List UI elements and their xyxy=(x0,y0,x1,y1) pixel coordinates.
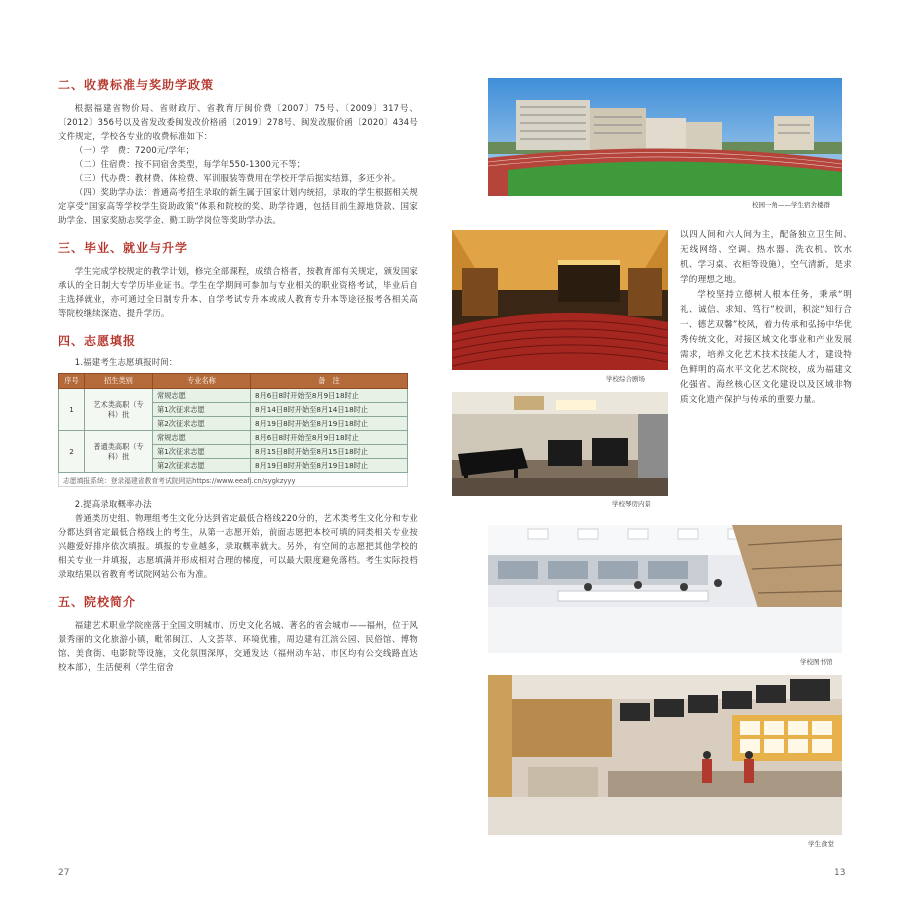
table-cell-note: 8月6日8时开始至8月9日18时止 xyxy=(251,431,408,445)
canteen-illustration xyxy=(488,675,842,835)
table-cell-name: 第1次征求志愿 xyxy=(153,403,251,417)
application-sub-2: 2.提高录取概率办法 xyxy=(74,499,152,509)
section-heading-college: 五、院校简介 xyxy=(58,595,137,609)
caption-theater: 学校综合剧场 xyxy=(606,375,645,383)
left-column xyxy=(58,62,418,674)
fees-item-agency: （三）代办费：教材费、体检费、军训服装等费用在学校开学后据实结算，多还少补。 xyxy=(74,173,401,183)
page-number-left: 27 xyxy=(58,868,70,878)
page-number-right: 13 xyxy=(834,868,846,878)
application-sub-1: 1.福建考生志愿填报时间： xyxy=(74,357,178,367)
section-heading-fees: 二、收费标准与奖助学政策 xyxy=(58,78,215,92)
table-row xyxy=(59,389,408,403)
table-cell-name: 第2次征求志愿 xyxy=(153,459,251,473)
fees-intro: 根据福建省物价局、省财政厅、省教育厅闽价费〔2007〕75号、〔2009〕317号、〔2012〕356号以及省发改委闽发改价格函〔2019〕278号、闽发改服价函〔2020〕434号文件规定，学校各专业的收费标准如下： xyxy=(58,103,418,141)
campus-illustration xyxy=(488,78,842,196)
fees-item-accommodation: （二）住宿费：按不同宿舍类型，每学年550-1300元不等； xyxy=(74,159,306,169)
table-footer-row xyxy=(59,473,408,487)
mission-paragraph: 学校坚持立德树人根本任务，秉承“明礼、诚信、求知、笃行”校训，积淀“知行合一、德艺双馨”校风，着力传承和弘扬中华优秀传统文化，对接区域文化事业和产业发展需求，培养文化艺术技术技能人才，建设特色鲜明的高水平文化艺术院校，成为福建文化强省、海丝核心区文化建设以及区域非物质文化遗产保护与传承的重要力量。 xyxy=(680,290,852,405)
table-cell-note: 8月15日8时开始至8月15日18时止 xyxy=(251,445,408,459)
table-cell-category: 艺术类高职（专科）批 xyxy=(85,389,153,431)
caption-piano: 学校琴房内景 xyxy=(612,500,651,508)
table-cell-category: 普通类高职（专科）批 xyxy=(85,431,153,473)
table-row xyxy=(59,431,408,445)
table-header-category: 招生类别 xyxy=(85,374,153,389)
table-cell-no: 1 xyxy=(59,389,85,431)
table-cell-note: 8月19日8时开始至8月19日18时止 xyxy=(251,417,408,431)
campus-photo xyxy=(488,78,842,196)
graduation-body: 学生完成学校规定的教学计划，修完全部课程，成绩合格者，按教育部有关规定，颁发国家承认的全日制大专学历毕业证书。学生在学期间可参加与专业相关的职业资格考试，毕业后自主选择就业，亦可通过全日制专升本、自学考试专升本或成人教育专升本等途径报考各相关高等院校继续深造、提升学历。 xyxy=(58,266,418,318)
table-header-note: 备 注 xyxy=(251,374,408,389)
right-column xyxy=(680,228,852,408)
library-photo xyxy=(488,525,842,653)
caption-canteen: 学生食堂 xyxy=(808,840,834,848)
table-cell-no: 2 xyxy=(59,431,85,473)
table-cell-name: 常规志愿 xyxy=(153,431,251,445)
section-heading-graduation: 三、毕业、就业与升学 xyxy=(58,241,189,255)
table-footer: 志愿填报系统：登录福建省教育考试院网站https://www.eeafj.cn/sygkzyyy xyxy=(59,473,408,487)
table-cell-note: 8月19日8时开始至8月19日18时止 xyxy=(251,459,408,473)
fees-item-tuition: （一）学 费：7200元/学年； xyxy=(74,145,195,155)
canteen-photo xyxy=(488,675,842,835)
section-heading-application: 四、志愿填报 xyxy=(58,334,137,348)
college-body: 福建艺术职业学院座落于全国文明城市、历史文化名城、著名的省会城市——福州，位于风景秀丽的文化旅游小镇，毗邻闽江、人文荟萃、环境优雅，周边建有江滨公园、民俗馆、博物馆、美食街、电影院等设施，文化氛围深厚，交通发达（福州动车站、市区均有公交线路直达校本部），生活便利（学生宿舍 xyxy=(58,620,418,672)
piano-room-illustration xyxy=(452,392,668,496)
piano-room-photo xyxy=(452,392,668,496)
table-cell-note: 8月14日8时开始至8月14日18时止 xyxy=(251,403,408,417)
theater-photo xyxy=(452,230,668,370)
library-illustration xyxy=(488,525,842,653)
application-body-2: 普通类历史组、物理组考生文化分达到省定最低合格线220分的，艺术类考生文化分和专业分都达到省定最低合格线上的考生，从第一志愿开始，前面志愿把本校可填的同类相关专业按兴趣爱好排序依次填报。填报的专业越多，录取概率就大。另外，有空间的志愿把其他学校的相关专业一并填报，志愿填满并形成相对合理的梯度，可以最大限度避免落档。考生实际投档录取结果以省教育考试院网站公布为准。 xyxy=(58,513,418,579)
table-header-no: 序号 xyxy=(59,374,85,389)
table-header-row xyxy=(59,374,408,389)
table-cell-name: 常规志愿 xyxy=(153,389,251,403)
application-schedule-table xyxy=(58,373,408,487)
theater-illustration xyxy=(452,230,668,370)
table-cell-name: 第2次征求志愿 xyxy=(153,417,251,431)
caption-library: 学校图书馆 xyxy=(800,658,833,666)
table-header-name: 专业名称 xyxy=(153,374,251,389)
table-cell-name: 第1次征求志愿 xyxy=(153,445,251,459)
caption-campus: 校园一角——学生宿舍楼群 xyxy=(752,201,830,209)
table-cell-note: 8月6日8时开始至8月9日18时止 xyxy=(251,389,408,403)
facilities-paragraph: 以四人间和六人间为主，配备独立卫生间、无线网络、空调、热水器、洗衣机、饮水机、学习桌、衣柜等设施），空气清新，是求学的理想之地。 xyxy=(680,230,852,285)
fees-item-scholarship: （四）奖助学办法：普通高考招生录取的新生属于国家计划内统招，录取的学生根据相关规定享受“国家高等学校学生资助政策”体系和院校的奖、助学待遇，包括目前生源地贷款、国家助学金、国家奖励志奖学金、勤工助学岗位等奖助学办法。 xyxy=(58,187,418,225)
